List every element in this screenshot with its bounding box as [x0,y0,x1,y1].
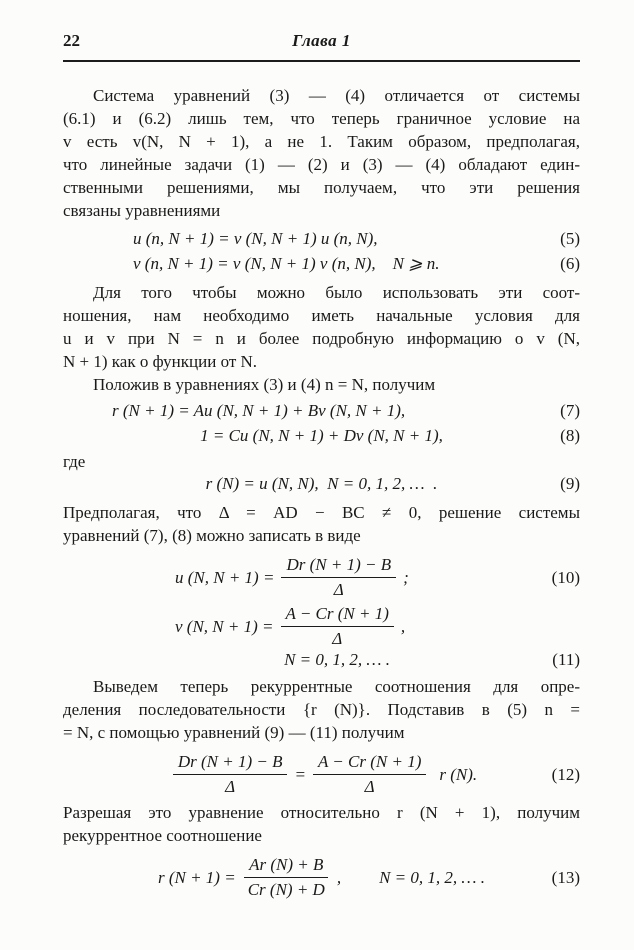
equation-7-expression: r (N + 1) = Au (N, N + 1) + Bv (N, N + 1), [112,401,406,420]
equation-6 [63,253,580,275]
page-header [63,30,580,62]
page-number: 22 [63,31,80,50]
equation-13-denominator: Cr (N) + D [247,880,325,899]
equation-11-denominator: Δ [332,629,343,648]
equation-13-fraction [243,855,330,900]
text-line: Выведем теперь рекуррентные соотношения для опре- [93,677,580,696]
text-line: Система уравнений (3) — (4) отличается от системы [93,86,580,105]
equation-9 [63,473,580,495]
equation-11-range: N = 0, 1, 2, … . [284,650,390,669]
text-line: Предполагая, что Δ = AD − BC ≠ 0, решение системы [63,503,580,522]
equation-13-tail: , [336,867,342,887]
equation-12-fraction-left [173,752,288,797]
equation-8-expression: 1 = Cu (N, N + 1) + Dv (N, N + 1), [200,426,443,445]
paragraph-assuming-delta [63,501,580,547]
equation-6-expression: v (n, N + 1) = v (N, N + 1) v (n, N), N ⩾ n. [133,254,440,273]
text-line: N + 1) как о функции от N. [63,352,258,371]
equation-10-numerator: Dr (N + 1) − B [281,555,396,578]
text-line: что линейные задачи (1) — (2) и (3) — (4) обладают един- [63,155,580,174]
text-line: Положив в уравнениях (3) и (4) n = N, получим [93,375,436,394]
equation-12-fraction-right [313,752,426,797]
equation-10-lhs: u (N, N + 1) = [175,567,275,587]
equation-13-lhs: r (N + 1) = [157,867,236,887]
equation-13 [63,855,580,900]
text-line: Разрешая это уравнение относительно r (N + 1), получим [63,803,580,822]
equation-10 [63,555,580,600]
equation-13-range: N = 0, 1, 2, … . [379,867,486,887]
equation-11-tail: , [400,616,406,636]
equation-12-left-numerator: Dr (N + 1) − B [173,752,288,775]
equation-6-number: (6) [560,254,580,273]
equation-5 [63,228,580,250]
equation-13-numerator: Ar (N) + B [244,855,328,878]
paragraph-system-of-equations [63,84,580,222]
text-line: = N, с помощью уравнений (9) — (11) получим [63,723,405,742]
equation-11-number: (11) [552,650,580,669]
text-line: уравнений (7), (8) можно записать в виде [63,526,361,545]
equation-11 [63,604,580,649]
equation-12-right-numerator: A − Cr (N + 1) [313,752,426,775]
where-label: где [63,452,86,471]
equation-13-number: (13) [551,867,580,887]
chapter-heading: Глава 1 [292,31,351,50]
equation-12-tail: r (N). [439,764,478,784]
equation-12 [63,752,580,797]
equation-10-number: (10) [551,567,580,587]
equation-5-expression: u (n, N + 1) = v (N, N + 1) u (n, N), [133,229,378,248]
equation-9-expression: r (N) = u (N, N), N = 0, 1, 2, … . [205,474,438,493]
text-line: v есть v(N, N + 1), а не 1. Таким образом, предполагая, [63,132,580,151]
text-line: u и v при N = n и более подробную информацию о v (N, [63,329,580,348]
equation-10-fraction [281,555,396,600]
equation-11-numerator: A − Cr (N + 1) [281,604,394,627]
equation-8 [63,425,580,447]
paragraph-substitute-n-equals-N [63,373,580,396]
equation-7-number: (7) [560,401,580,420]
equation-8-number: (8) [560,426,580,445]
paragraph-initial-conditions [63,281,580,373]
equation-11-range-line [63,649,580,671]
text-line: (6.1) и (6.2) лишь тем, что теперь граничное условие на [63,109,580,128]
equation-group-7-8 [63,400,580,447]
paragraph-solving-for-r [63,801,580,847]
paragraph-derive-recurrence [63,675,580,744]
equation-11-fraction [281,604,394,649]
text-line: ношения, нам необходимо иметь начальные условия для [63,306,580,325]
equation-11-lhs: v (N, N + 1) = [175,616,274,636]
text-line: связаны уравнениями [63,201,221,220]
equation-12-equals: = [294,764,306,784]
text-line: рекуррентное соотношение [63,826,262,845]
text-line: Для того чтобы можно было использовать эти соот- [93,283,580,302]
equation-10-tail: ; [403,567,409,587]
equation-12-number: (12) [551,764,580,784]
text-line: ственными решениями, мы получаем, что эти решения [63,178,580,197]
equation-10-denominator: Δ [333,580,344,599]
text-line: деления последовательности {r (N)}. Подставив в (5) n = [63,700,580,719]
equation-7 [63,400,580,422]
equation-12-right-denominator: Δ [364,777,375,796]
equation-group-5-6 [63,228,580,275]
equation-12-left-denominator: Δ [225,777,236,796]
equation-9-number: (9) [560,474,580,493]
equation-5-number: (5) [560,229,580,248]
